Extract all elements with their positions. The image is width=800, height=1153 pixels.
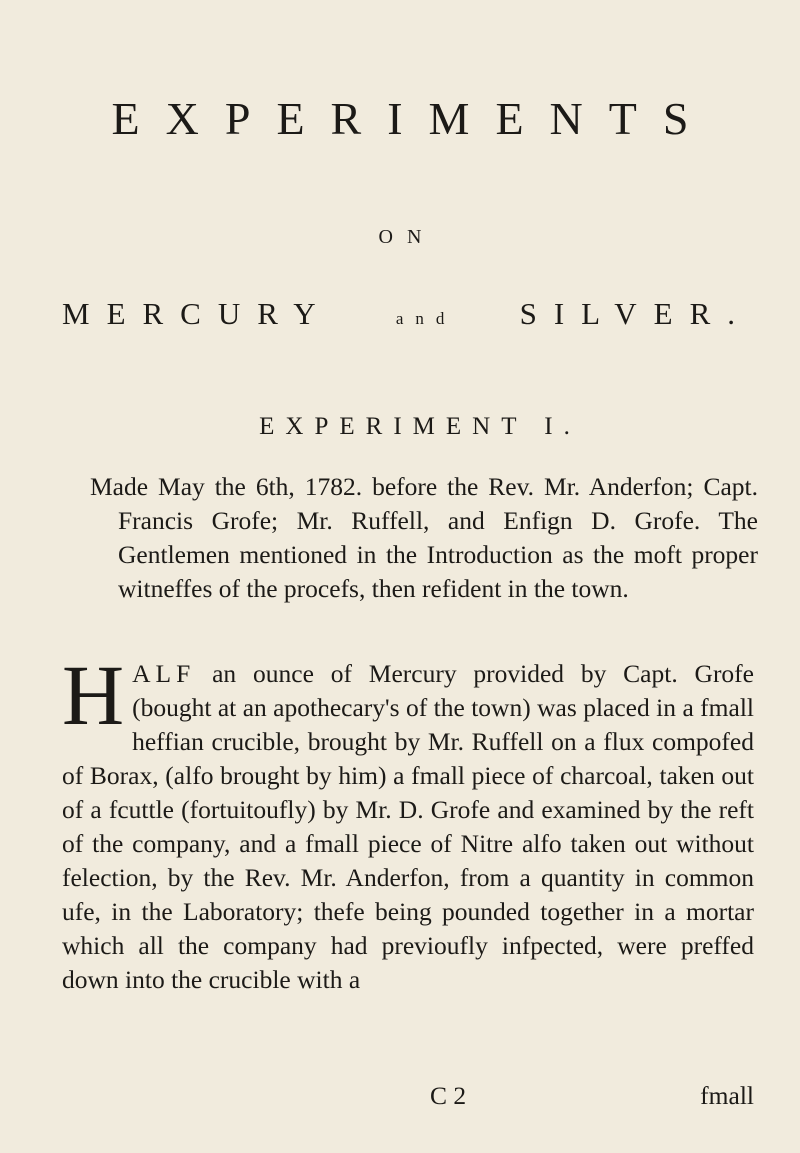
body-paragraph bbox=[62, 647, 754, 997]
page-title: EXPERIMENTS bbox=[111, 93, 715, 144]
intro-paragraph: Made May the 6th, 1782. before the Rev. Mr. Anderfon; Capt. Francis Grofe; Mr. Ruffell, and Enfign D. Grofe. The Gentlemen mentioned in the Introduction as the moft proper witneffes of the procefs, then refident in the town. bbox=[90, 472, 758, 603]
subject-line bbox=[62, 296, 752, 332]
body-text: an ounce of Mercury provided by Capt. Grofe (bought at an apothecary's of the town) was placed in a fmall heffian crucible, brought by Mr. Ruffell on a flux compofed of Borax, (alfo brought by him) a fmall piece of charcoal, taken out of a fcuttle (fortuitoufly) by Mr. D. Grofe and examined by the reft of the company, and a fmall piece of Nitre alfo taken out without felection, by the Rev. Mr. Anderfon, from a quantity in common ufe, in the Laboratory; thefe being pounded together in a mortar which all the company had previoufly infpected, were preffed down into the crucible with a bbox=[62, 659, 754, 994]
subject-silver: SILVER. bbox=[519, 296, 752, 331]
signature-mark: C 2 bbox=[430, 1081, 467, 1110]
subject-mercury: MERCURY bbox=[62, 296, 333, 331]
first-word-rest: ALF bbox=[132, 659, 196, 688]
drop-cap: H bbox=[62, 647, 125, 743]
experiment-heading: EXPERIMENT I. bbox=[259, 413, 581, 440]
catchword: fmall bbox=[700, 1081, 754, 1110]
subject-and: and bbox=[395, 309, 457, 328]
subtitle-on: ON bbox=[378, 226, 436, 248]
